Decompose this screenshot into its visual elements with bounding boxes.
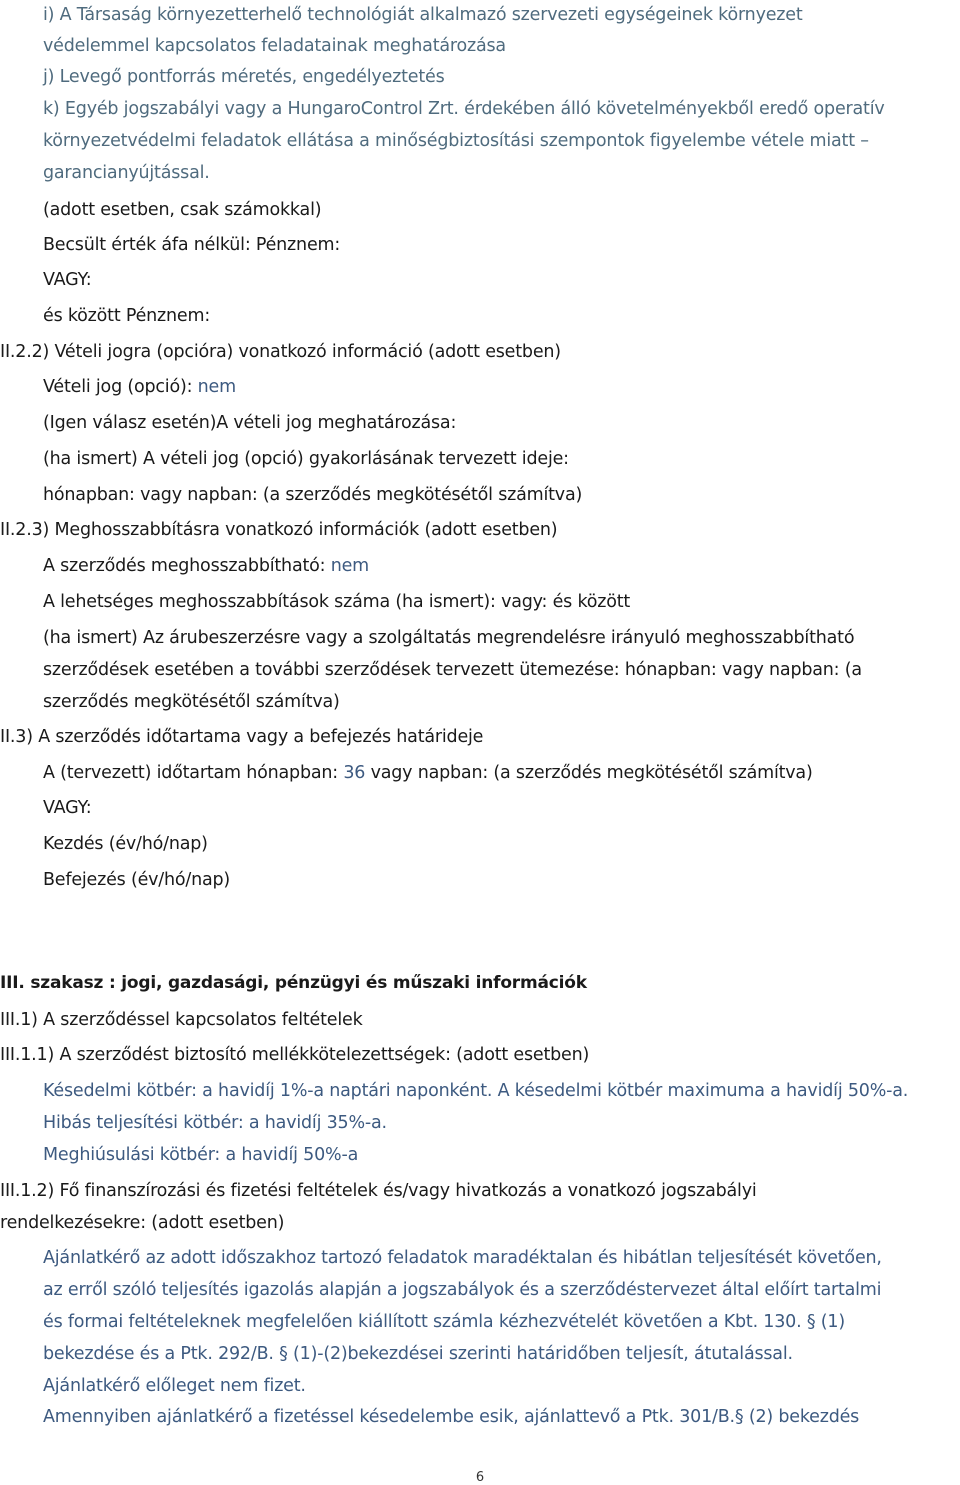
text-line: és formai feltételeknek megfelelően kiállított számla kézhezvételét követően a Kbt. 130. § (1) [43,1312,845,1332]
field-label: vagy napban: (a szerződés megkötésétől számítva) [365,763,813,783]
text-line: k) Egyéb jogszabályi vagy a HungaroControl Zrt. érdekében álló követelményekből eredő operatív [43,99,885,119]
field-value: 36 [343,763,366,783]
text-line: Becsült érték áfa nélkül: Pénznem: [43,235,341,255]
field-label: A szerződés meghosszabbítható: [43,556,331,576]
section-heading: III.1.1) A szerződést biztosító mellékkötelezettségek: (adott esetben) [0,1045,590,1065]
section-heading: II.2.2) Vételi jogra (opcióra) vonatkozó információ (adott esetben) [0,342,561,362]
section-heading: II.3) A szerződés időtartama vagy a befejezés határideje [0,727,484,747]
text-line: bekezdése és a Ptk. 292/B. § (1)-(2)bekezdései szerinti határidőben teljesít, átutalással. [43,1344,793,1364]
text-line: védelemmel kapcsolatos feladatainak meghatározása [43,36,506,56]
field-value: nem [197,377,236,397]
text-line: Hibás teljesítési kötbér: a havidíj 35%-a. [43,1113,387,1133]
text-line: (ha ismert) Az árubeszerzésre vagy a szolgáltatás megrendelésre irányuló meghosszabbítható [43,628,855,648]
text-line: szerződések esetében a további szerződések tervezett ütemezése: hónapban: vagy napban: (a [43,660,862,680]
text-line: (Igen válasz esetén)A vételi jog meghatározása: [43,413,457,433]
text-line: VAGY: [43,798,92,818]
field-label: A (tervezett) időtartam hónapban: [43,763,344,783]
field-value: nem [330,556,370,576]
text-line: VAGY: [43,270,92,290]
text-line: j) Levegő pontforrás méretés, engedélyeztetés [43,67,445,87]
text-line: (adott esetben, csak számokkal) [43,200,322,220]
text-line [43,376,236,398]
text-line: Késedelmi kötbér: a havidíj 1%-a naptári naponként. A késedelmi kötbér maximuma a havidíj 50%-a. [43,1081,909,1101]
text-line: Befejezés (év/hó/nap) [43,870,231,890]
text-line: Kezdés (év/hó/nap) [43,834,208,854]
section-heading: III.1.2) Fő finanszírozási és fizetési feltételek és/vagy hivatkozás a vonatkozó jogszabályi [0,1181,757,1201]
text-line: Meghiúsulási kötbér: a havidíj 50%-a [43,1145,359,1165]
text-line: Ajánlatkérő az adott időszakhoz tartozó feladatok maradéktalan és hibátlan teljesítését követően, [43,1248,882,1268]
page-number: 6 [475,1470,485,1485]
text-line [43,762,813,784]
text-line: környezetvédelmi feladatok ellátása a minőségbiztosítási szempontok figyelembe vétele miatt – [43,131,869,151]
section-heading: III.1) A szerződéssel kapcsolatos feltételek [0,1010,363,1030]
field-label: Vételi jog (opció): [43,377,198,397]
text-line: szerződés megkötésétől számítva) [43,692,340,712]
section-heading: rendelkezésekre: (adott esetben) [0,1213,285,1233]
text-line: (ha ismert) A vételi jog (opció) gyakorlásának tervezett ideje: [43,449,569,469]
text-line: Amennyiben ajánlatkérő a fizetéssel késedelembe esik, ajánlattevő a Ptk. 301/B.§ (2) bekezdés [43,1407,860,1427]
text-line: az erről szóló teljesítés igazolás alapján a jogszabályok és a szerződéstervezet által előírt tartalmi [43,1280,882,1300]
text-line: hónapban: vagy napban: (a szerződés megkötésétől számítva) [43,485,583,505]
text-line: A lehetséges meghosszabbítások száma (ha ismert): vagy: és között [43,592,631,612]
text-line: garancianyújtással. [43,163,210,183]
text-line: és között Pénznem: [43,306,211,326]
text-line: Ajánlatkérő előleget nem fizet. [43,1376,306,1396]
text-line [43,555,369,577]
section-heading: II.2.3) Meghosszabbításra vonatkozó információk (adott esetben) [0,520,558,540]
section-title: III. szakasz : jogi, gazdasági, pénzügyi és műszaki információk [0,973,587,993]
text-line: i) A Társaság környezetterhelő technológiát alkalmazó szervezeti egységeinek környezet [43,5,803,25]
